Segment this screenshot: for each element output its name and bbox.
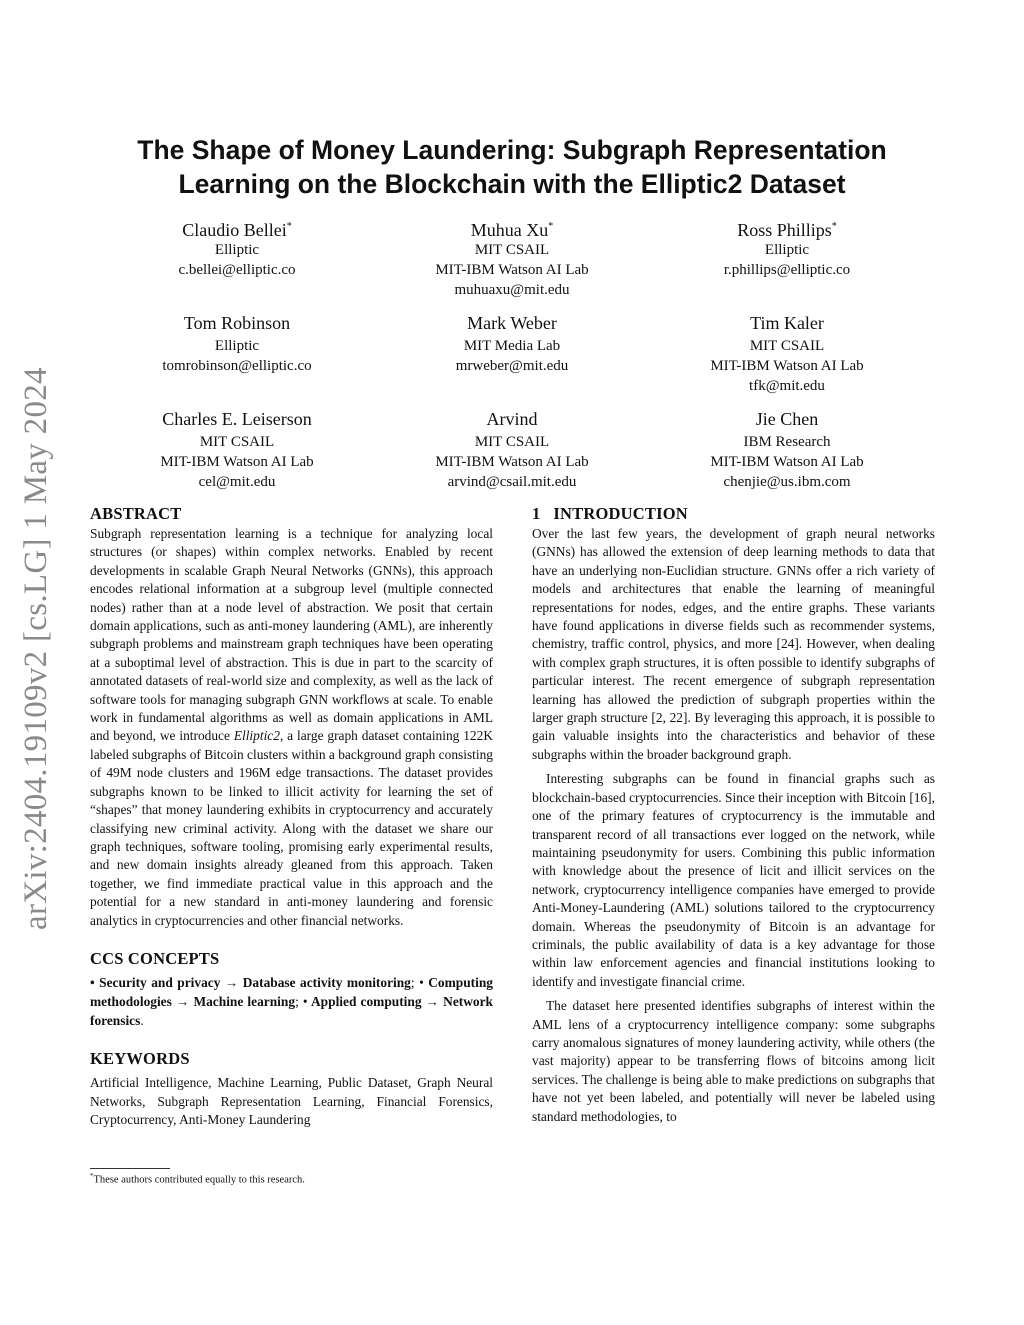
author-affiliation: MIT CSAIL — [749, 338, 825, 354]
author-affiliation: MIT CSAIL — [199, 434, 275, 450]
author-email: mrweber@mit.edu — [455, 358, 569, 374]
author-name: Arvind — [486, 409, 538, 429]
ccs-concepts-heading: CCS CONCEPTS — [90, 948, 220, 968]
author-name: Ross Phillips* — [737, 220, 837, 240]
author-block — [362, 312, 662, 376]
title-line-1: The Shape of Money Laundering: Subgraph Representation — [137, 135, 887, 165]
author-affiliation: MIT-IBM Watson AI Lab — [710, 358, 864, 374]
introduction-heading: 1 INTRODUCTION — [532, 504, 688, 523]
author-block — [362, 408, 662, 492]
author-affiliation: MIT CSAIL — [474, 242, 550, 258]
author-affiliation: Elliptic — [764, 242, 810, 258]
abstract-text: Subgraph representation learning is a technique for analyzing local structures (or shapes) within complex networks. Enabled by recent developments in scalable Graph Neural Networks (GNNs), this approach encodes relational information at a subgroup level (multiple connected nodes) rather than at a node level of abstraction. We posit that certain domain applications, such as anti-money laundering (AML), are inherently subgraph problems and mainstream graph techniques have been operating at a suboptimal level of abstraction. This is due in part to the scarcity of annotated datasets of real-world size and complexity, as well as the lack of software tools for managing subgraph GNN workflows at scale. To enable work in fundamental algorithms as well as domain applications in AML and beyond, we introduce Elliptic2, a large graph dataset containing 122K labeled subgraphs of Bitcoin clusters within a background graph consisting of 49M node clusters and 196M edge transactions. The dataset provides subgraphs known to be linked to illicit activity for learning the set of “shapes” that money laundering exhibits in cryptocurrency and accurately classifying new criminal activity. Along with the dataset we share our graph techniques, software tooling, promising early experimental results, and new domain insights already gleaned from this approach. Taken together, we find immediate practical value in this approach and the potential for a new standard in anti-money laundering and forensic analytics in cryptocurrencies and other financial networks. — [90, 526, 493, 928]
author-name: Jie Chen — [755, 409, 819, 429]
author-email: arvind@csail.mit.edu — [447, 474, 577, 490]
author-block — [637, 216, 937, 280]
author-affiliation: IBM Research — [743, 434, 831, 450]
keywords-heading: KEYWORDS — [90, 1049, 190, 1069]
keywords-text: Artificial Intelligence, Machine Learning, Public Dataset, Graph Neural Networks, Subgraph Representation Learning, Financial Forensics, Cryptocurrency, Anti-Money Laundering — [90, 1075, 493, 1128]
author-block — [362, 216, 662, 300]
author-block — [87, 408, 387, 492]
author-name: Tom Robinson — [183, 313, 291, 333]
author-email: cel@mit.edu — [198, 474, 276, 490]
author-name: Muhua Xu* — [470, 220, 554, 240]
author-affiliation: MIT-IBM Watson AI Lab — [160, 454, 314, 470]
author-affiliation: MIT-IBM Watson AI Lab — [710, 454, 864, 470]
intro-paragraph: The dataset here presented identifies subgraphs of interest within the AML lens of a cryptocurrency intelligence company: some subgraphs carry anomalous signatures of money laundering activity, while others (the vast majority) appear to be transferring flows of bitcoins among licit services. The challenge is being able to make predictions on subgraphs that have not yet been labeled, and potentially will never be labeled using standard methodologies, to — [532, 998, 935, 1124]
right-column — [532, 503, 935, 1126]
abstract-heading: ABSTRACT — [90, 504, 182, 523]
author-email: c.bellei@elliptic.co — [178, 262, 296, 278]
author-name: Claudio Bellei* — [182, 220, 292, 240]
author-email: tfk@mit.edu — [749, 378, 825, 394]
author-block — [637, 312, 937, 396]
footnote: *These authors contributed equally to this research. — [90, 1172, 305, 1186]
left-column — [90, 503, 493, 1130]
footnote-rule — [90, 1168, 170, 1169]
author-email: chenjie@us.ibm.com — [723, 474, 851, 490]
author-block — [87, 216, 387, 280]
paper-title — [100, 133, 924, 201]
author-affiliation: MIT CSAIL — [474, 434, 550, 450]
title-line-2: Learning on the Blockchain with the Elliptic2 Dataset — [178, 169, 846, 199]
author-name: Tim Kaler — [750, 313, 824, 333]
arxiv-identifier-stamp: arXiv:2404.19109v2 [cs.LG] 1 May 2024 — [18, 367, 54, 930]
author-email: muhuaxu@mit.edu — [454, 282, 570, 298]
author-email: r.phillips@elliptic.co — [723, 262, 851, 278]
intro-paragraph: Interesting subgraphs can be found in financial graphs such as blockchain-based cryptocurrencies. Since their inception with Bitcoin [16], one of the primary features of cryptocurrency is the immutable and transparent record of all transactions ever logged on the network, while maintaining pseudonymity for users. Combining this public information with knowledge about the presence of licit and illicit services on the network, cryptocurrency intelligence companies have emerged to provide Anti-Money-Laundering (AML) solutions tailored to the cryptocurrency domain. Whereas the pseudonymity of Bitcoin is an advantage for criminals, the public availability of data is a key advantage for those within law enforcement agencies and financial institutions looking to identify and investigate financial crime. — [532, 771, 935, 989]
author-name: Charles E. Leiserson — [162, 409, 312, 429]
author-affiliation: Elliptic — [214, 338, 260, 354]
intro-paragraph: Over the last few years, the development of graph neural networks (GNNs) has allowed the extension of deep learning methods to data that have an underlying non-Euclidian structure. GNNs offer a rich variety of models and architectures that enable the learning of meaningful representations for nodes, edges, and the entire graphs. These variants have found applications in diverse fields such as recommender systems, chemistry, traffic control, physics, and more [24]. However, when dealing with complex graph structures, it is often possible to identify subgraphs of particular interest. The recent emergence of subgraph representation learning has allowed the prediction of subgraph properties within the larger graph structure [2, 22]. By leveraging this approach, it is possible to gain valuable insights into the characteristics and behavior of these subgraphs within the broader background graph. — [532, 526, 935, 762]
author-name: Mark Weber — [467, 313, 557, 333]
author-affiliation: MIT Media Lab — [463, 338, 561, 354]
ccs-concepts-text: • Security and privacy → Database activity monitoring; • Computing methodologies → Machine learning; • Applied computing → Network forensics. — [90, 974, 494, 1028]
author-block — [87, 312, 387, 376]
author-email: tomrobinson@elliptic.co — [162, 358, 312, 374]
author-block — [637, 408, 937, 492]
author-affiliation: MIT-IBM Watson AI Lab — [435, 454, 589, 470]
author-affiliation: Elliptic — [214, 242, 260, 258]
author-affiliation: MIT-IBM Watson AI Lab — [435, 262, 589, 278]
